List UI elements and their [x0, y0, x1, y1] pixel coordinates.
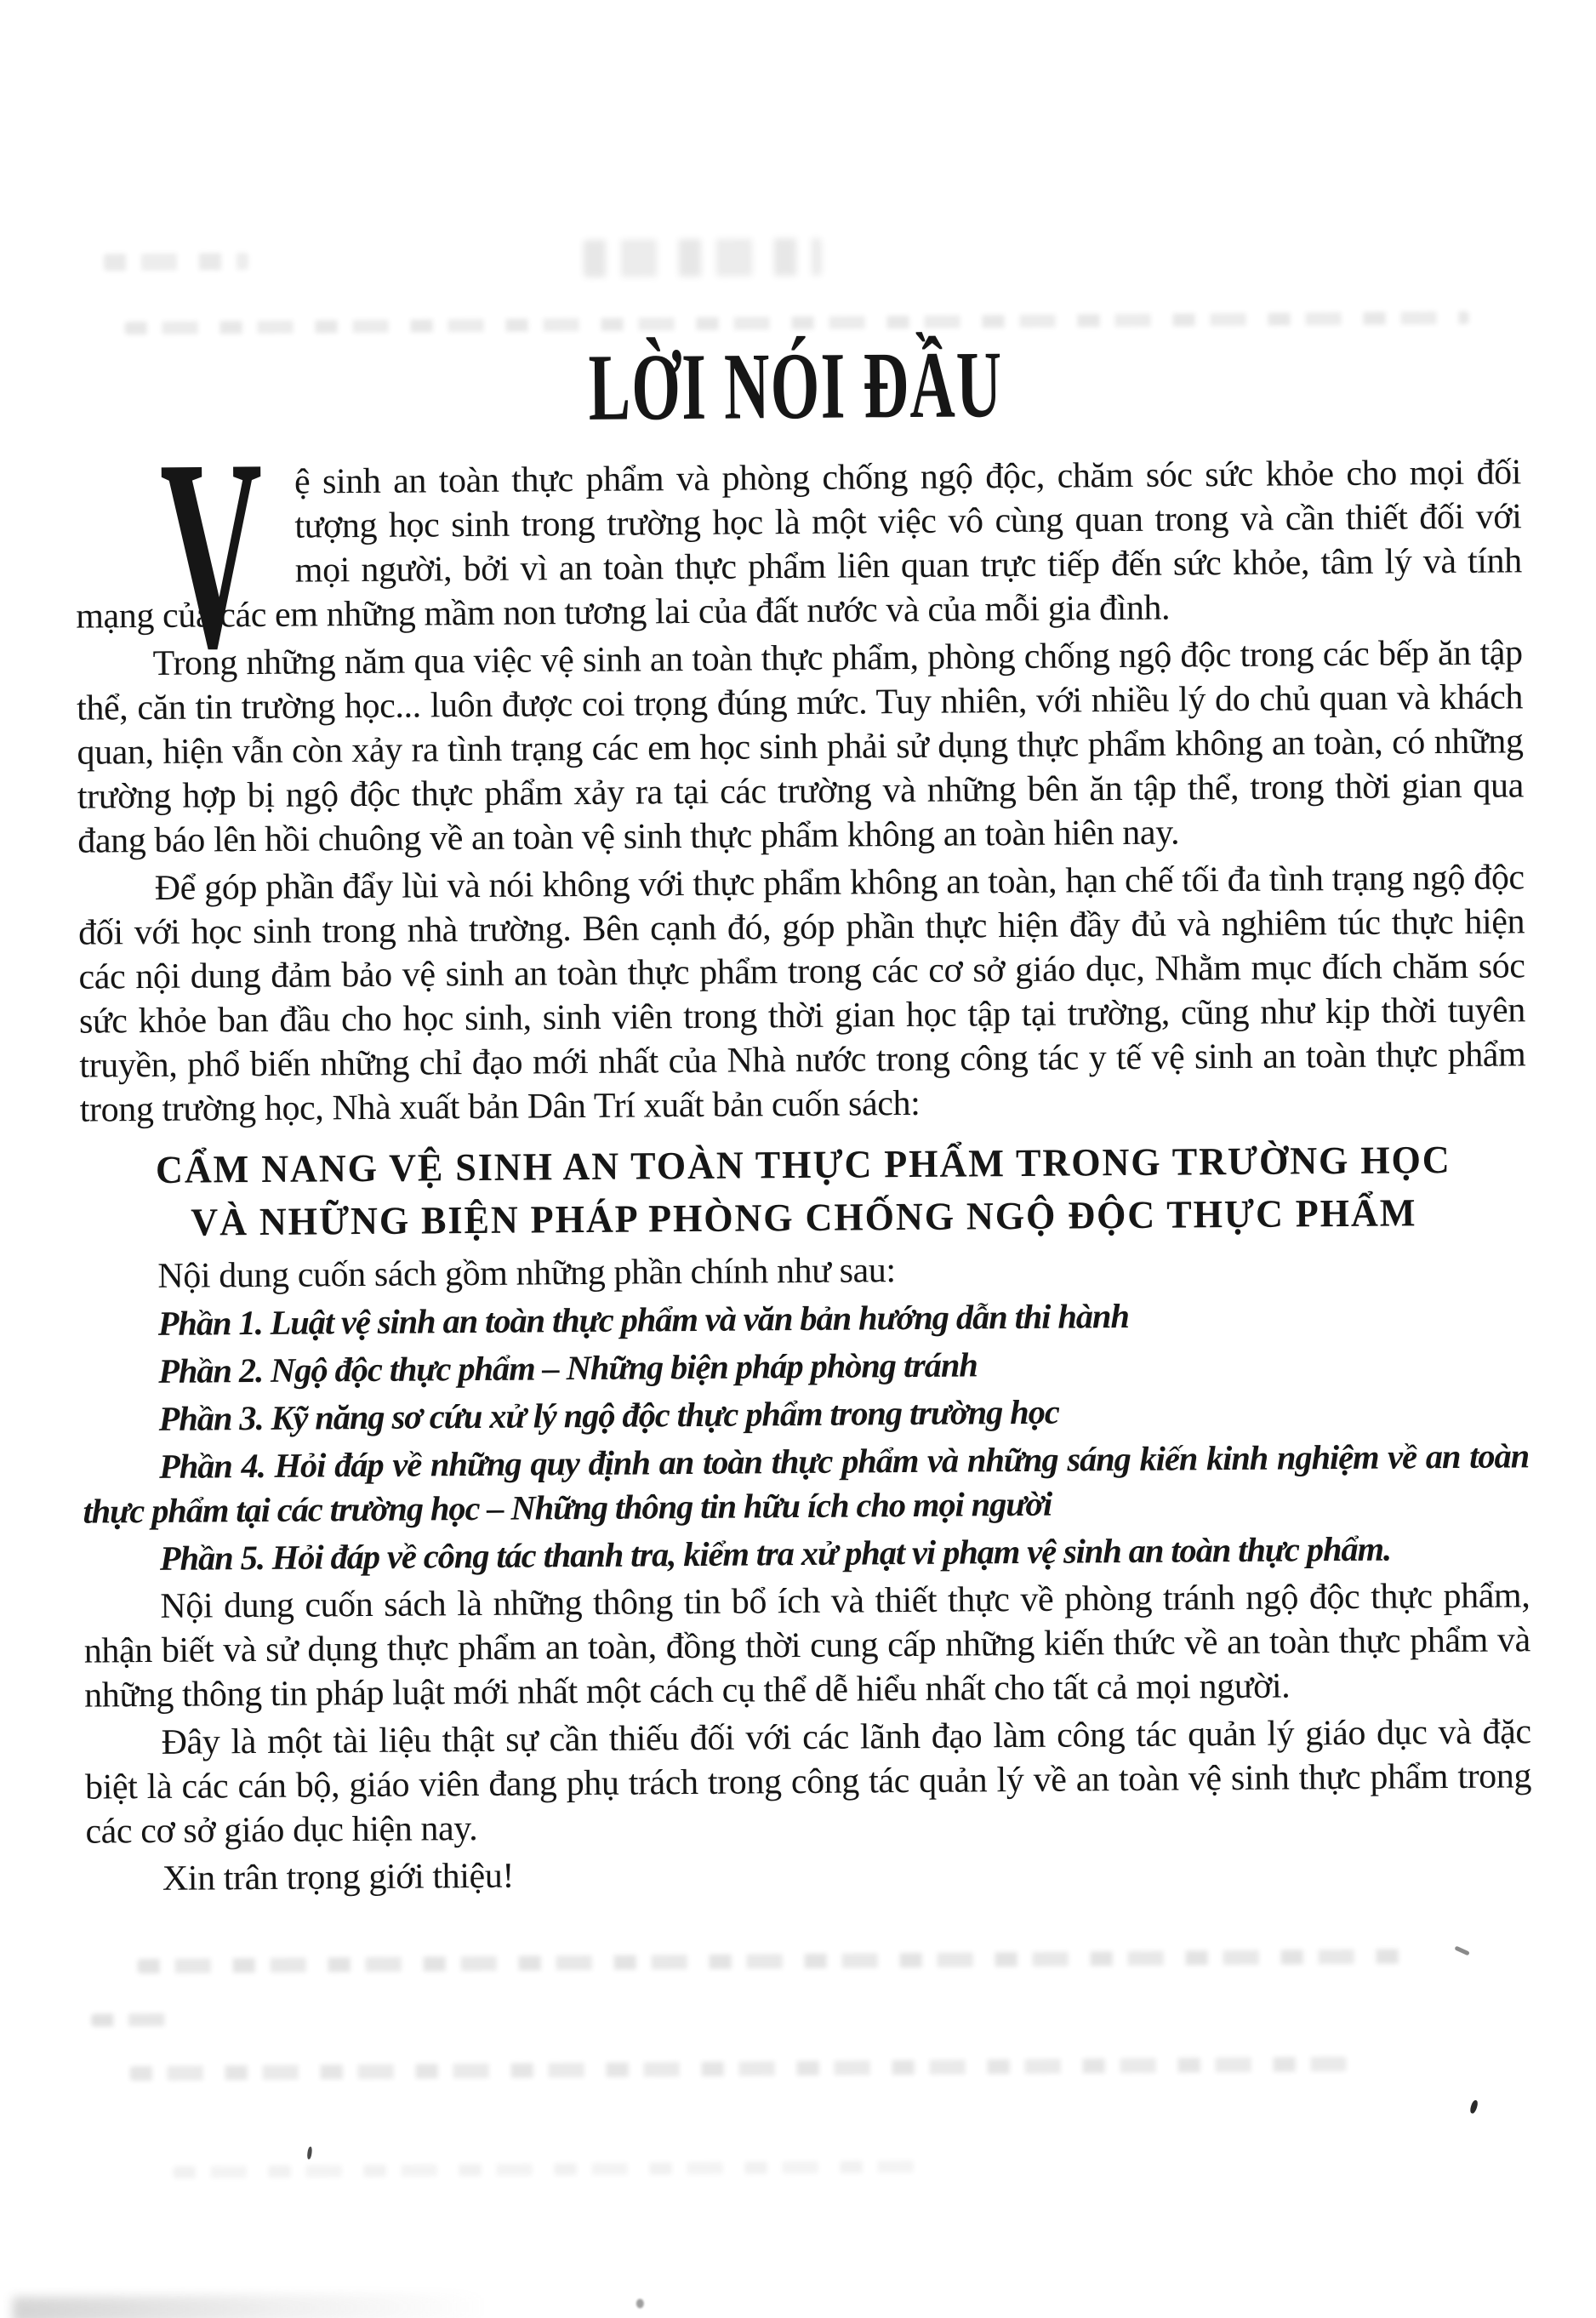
book-title — [109, 1133, 1498, 1250]
paragraph: Đây là một tài liệu thật sự cần thiếu đối với các lãnh đạo làm công tác quản lý giáo dục và đặc biệt là các cán bộ, giáo viên đang phụ trách trong công tác quản lý về an toàn vệ sinh thực phẩm trong các cơ sở giáo dục hiện nay. — [84, 1712, 1532, 1852]
scan-speck — [1454, 1945, 1469, 1955]
part-item-3: Phần 3. Kỹ năng sơ cứu xử lý ngộ độc thực phẩm trong trường học — [158, 1392, 1059, 1438]
bleed-through-text — [138, 1949, 1414, 1973]
bleed-through-text — [584, 238, 822, 277]
part-item-5: Phần 5. Hỏi đáp về công tác thanh tra, kiểm tra xử phạt vi phạm vệ sinh an toàn thực phẩm. — [159, 1529, 1392, 1578]
closing-line: Xin trân trọng giới thiệu! — [162, 1856, 515, 1898]
book-title-line-2: VÀ NHỮNG BIỆN PHÁP PHÒNG CHỐNG NGỘ ĐỘC THỰC PHẨM — [191, 1190, 1417, 1244]
scan-speck — [636, 2298, 644, 2308]
bleed-through-text — [130, 2057, 1347, 2081]
paragraph: Nội dung cuốn sách là những thông tin bổ ích và thiết thực về phòng tránh ngộ độc thực phẩm, nhận biết và sử dụng thực phẩm an toàn, đồng thời cung cấp những kiến thức về an toàn thực phẩm và những thông tin pháp luật mới nhất một cách cụ thể dễ hiểu nhất cho tất cả mọi người. — [83, 1576, 1530, 1716]
bleed-through-text — [125, 311, 1469, 334]
paragraph-text: ệ sinh an toàn thực phẩm và phòng chống ngộ độc, chăm sóc sức khỏe cho mọi đối tượng học sinh trong trường học là một việc vô cùng quan trong và cần thiết đối với mọi người, bởi vì an toàn thực phẩm liên quan trực tiếp đến sức khỏe, tâm lý và tính mạng của các em những mầm non tương lai của đất nước và của mỗi gia đình. — [76, 453, 1522, 637]
part-item-1: Phần 1. Luật vệ sinh an toàn thực phẩm và văn bản hướng dẫn thi hành — [157, 1296, 1129, 1343]
scan-speck — [1469, 2099, 1479, 2114]
part-item-2: Phần 2. Ngộ độc thực phẩm – Những biện pháp phòng tránh — [158, 1345, 978, 1390]
scan-smudge — [13, 2293, 489, 2318]
bleed-through-text — [174, 2161, 922, 2178]
paragraph: Trong những năm qua việc vệ sinh an toàn thực phẩm, phòng chống ngộ độc trong các bếp ăn tập thể, căn tin trường học... luôn được coi trọng đúng mức. Tuy nhiên, với nhiều lý do chủ quan và khách quan, hiện vẫn còn xảy ra tình trạng các em học sinh phải sử dụng thực phẩm không an toàn, có những trường hợp bị ngộ độc thực phẩm xảy ra tại các trường và những bên ăn tập thể, trong thời gian qua đang báo lên hồi chuông về an toàn vệ sinh thực phẩm không an toàn hiên nay. — [76, 633, 1525, 861]
scan-speck — [306, 2146, 312, 2160]
body-text-column — [75, 403, 1532, 1904]
paragraph — [75, 450, 1523, 638]
toc-intro: Nội dung cuốn sách gồm những phần chính như sau: — [157, 1251, 896, 1296]
part-item-4: Phần 4. Hỏi đáp về những quy định an toàn thực phẩm và những sáng kiến kinh nghiệm về an toàn thực phẩm tại các trường học – Những thông tin hữu ích cho mọi người — [83, 1436, 1530, 1531]
paragraph: Để góp phần đẩy lùi và nói không với thực phẩm không an toàn, hạn chế tối đa tình trạng ngộ độc đối với học sinh trong nhà trường. Bên cạnh đó, góp phần thực hiện đầy đủ và nghiêm túc thực hiện các nội dung đảm bảo vệ sinh an toàn thực phẩm trong các cơ sở giáo dục, Nhằm mục đích chăm sóc sức khỏe ban đầu cho học sinh, sinh viên trong thời gian học tập tại trường, cũng như kịp thời tuyên truyền, phổ biến những chỉ đạo mới nhất của Nhà nước trong công tác y tế vệ sinh an toàn thực phẩm trong trường học, Nhà xuất bản Dân Trí xuất bản cuốn sách: — [77, 858, 1526, 1130]
bleed-through-text — [104, 253, 248, 271]
page-title: LỜI NÓI ĐẦU — [588, 332, 1004, 441]
drop-cap-letter: V — [159, 403, 265, 705]
book-title-line-1: CẨM NANG VỆ SINH AN TOÀN THỰC PHẨM TRONG TRƯỜNG HỌC — [155, 1137, 1451, 1191]
bleed-through-text — [91, 2013, 168, 2027]
